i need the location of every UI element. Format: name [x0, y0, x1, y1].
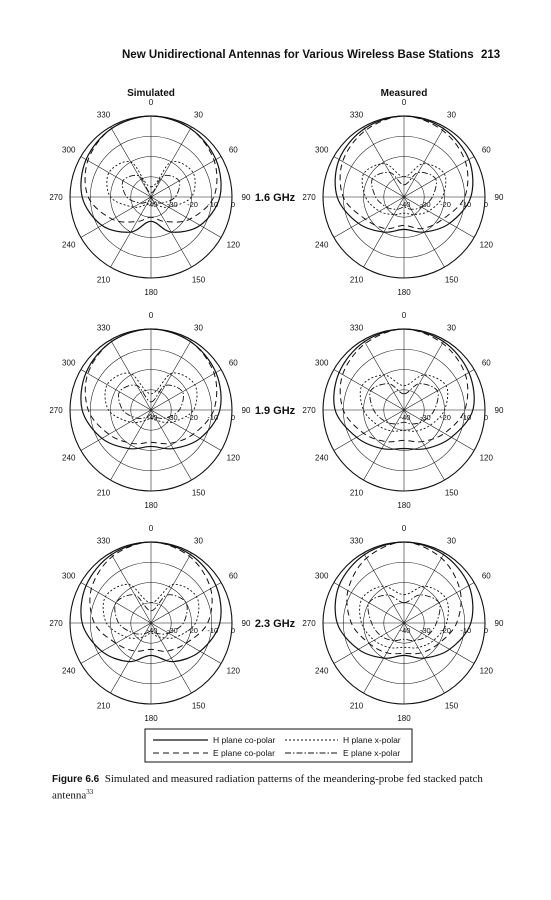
grid-spoke	[404, 157, 474, 198]
angle-label: 60	[481, 358, 491, 368]
angle-label: 90	[241, 619, 251, 628]
angle-label: 150	[191, 275, 206, 285]
radial-label: 0	[230, 626, 236, 635]
angle-label: 30	[194, 536, 203, 546]
grid-spoke	[111, 553, 152, 623]
radial-label: -30	[166, 413, 178, 422]
grid-spoke	[334, 370, 404, 411]
angle-label: 240	[62, 240, 76, 250]
radial-label: -30	[419, 200, 431, 209]
angle-label: 270	[49, 619, 63, 628]
angle-label: 30	[447, 110, 456, 120]
radial-label: -30	[419, 626, 431, 635]
angle-label: 180	[397, 501, 411, 510]
radial-label: -10	[207, 413, 219, 422]
radial-label: -20	[187, 626, 198, 635]
radial-label: -20	[440, 626, 451, 635]
angle-label: 120	[479, 666, 493, 676]
angle-label: 300	[62, 358, 76, 368]
polar-plot-1	[49, 98, 251, 297]
angle-label: 330	[349, 536, 364, 546]
angle-label: 330	[96, 323, 111, 333]
radial-label: -10	[460, 626, 472, 635]
angle-label: 0	[148, 524, 154, 533]
grid-spoke	[151, 553, 192, 623]
angle-label: 300	[315, 145, 329, 155]
angle-label: 90	[494, 193, 504, 202]
angle-label: 300	[62, 571, 76, 581]
legend-label-h-x: H plane x-polar	[343, 735, 401, 745]
radial-label: -40	[399, 413, 411, 422]
radial-label: 0	[483, 626, 489, 635]
radial-label: -10	[460, 413, 472, 422]
grid-spoke	[364, 553, 405, 623]
angle-label: 330	[349, 323, 364, 333]
angle-label: 60	[228, 571, 238, 581]
polar-plot-6	[302, 524, 504, 723]
running-header-title: New Unidirectional Antennas for Various Wireless Base Stations	[122, 49, 474, 61]
angle-label: 300	[62, 145, 76, 155]
figure-caption-text: Simulated and measured radiation patterns of the meandering-probe fed stacked patch antenna	[52, 773, 483, 802]
angle-label: 0	[148, 311, 154, 320]
legend-label-h-co: H plane co-polar	[213, 735, 276, 745]
radial-label: -40	[146, 200, 158, 209]
angle-label: 30	[194, 110, 203, 120]
radial-label: -40	[146, 626, 158, 635]
radial-label: 0	[483, 413, 489, 422]
column-title-simulated: Simulated	[127, 88, 175, 99]
angle-label: 60	[228, 145, 238, 155]
radial-label: -30	[419, 413, 431, 422]
grid-spoke	[404, 553, 445, 623]
radial-label: -10	[207, 626, 219, 635]
grid-spoke	[81, 623, 151, 664]
angle-label: 30	[447, 323, 456, 333]
angle-label: 150	[191, 488, 206, 498]
polar-plot-5	[49, 524, 251, 723]
angle-label: 0	[401, 98, 407, 107]
angle-label: 210	[96, 701, 111, 711]
legend-box	[145, 729, 412, 762]
column-title-measured: Measured	[380, 88, 428, 99]
radial-label: -20	[187, 200, 198, 209]
angle-label: 30	[447, 536, 456, 546]
angle-label: 270	[302, 406, 316, 415]
figure-caption	[52, 773, 502, 803]
polar-plot-4	[302, 311, 504, 510]
angle-label: 150	[191, 701, 206, 711]
radial-label: -10	[460, 200, 472, 209]
radial-label: 0	[483, 200, 489, 209]
radial-label: 0	[230, 200, 236, 209]
radial-label: 0	[230, 413, 236, 422]
angle-label: 120	[479, 240, 493, 250]
grid-spoke	[151, 340, 192, 410]
radial-label: -20	[440, 200, 451, 209]
angle-label: 210	[96, 488, 111, 498]
angle-label: 90	[494, 619, 504, 628]
page-number: 213	[481, 49, 501, 61]
angle-label: 300	[315, 358, 329, 368]
angle-label: 120	[226, 666, 240, 676]
angle-label: 210	[96, 275, 111, 285]
angle-label: 210	[349, 701, 364, 711]
radial-label: -30	[166, 200, 178, 209]
radial-label: -40	[146, 413, 158, 422]
frequency-label-1-6: 1.6 GHz	[254, 192, 296, 204]
radial-label: -40	[399, 626, 411, 635]
grid-spoke	[404, 370, 474, 411]
angle-label: 0	[401, 524, 407, 533]
grid-spoke	[404, 340, 445, 410]
angle-label: 90	[241, 193, 251, 202]
figure-label: Figure 6.6	[52, 774, 100, 785]
frequency-label-2-3: 2.3 GHz	[254, 618, 296, 630]
radial-label: -20	[440, 413, 451, 422]
grid-spoke	[404, 127, 445, 197]
angle-label: 210	[349, 275, 364, 285]
angle-label: 270	[302, 619, 316, 628]
citation-reference: 33	[86, 788, 94, 796]
angle-label: 30	[194, 323, 203, 333]
angle-label: 120	[226, 453, 240, 463]
angle-label: 240	[62, 453, 76, 463]
angle-label: 120	[479, 453, 493, 463]
angle-label: 180	[397, 288, 411, 297]
angle-label: 270	[49, 193, 63, 202]
angle-label: 150	[444, 488, 459, 498]
grid-spoke	[111, 127, 152, 197]
frequency-label-1-9: 1.9 GHz	[254, 405, 296, 417]
angle-label: 270	[49, 406, 63, 415]
angle-label: 330	[349, 110, 364, 120]
polar-plot-3	[49, 311, 251, 510]
radial-label: -20	[187, 413, 198, 422]
angle-label: 0	[148, 98, 154, 107]
angle-label: 240	[315, 453, 329, 463]
legend-label-e-x: E plane x-polar	[343, 748, 401, 758]
grid-spoke	[151, 370, 221, 411]
radial-label: -40	[399, 200, 411, 209]
angle-label: 180	[397, 714, 411, 723]
legend-label-e-co: E plane co-polar	[213, 748, 275, 758]
angle-label: 90	[241, 406, 251, 415]
grid-spoke	[111, 340, 152, 410]
angle-label: 270	[302, 193, 316, 202]
angle-label: 240	[62, 666, 76, 676]
polar-plot-2	[302, 98, 504, 297]
radial-label: -30	[166, 626, 178, 635]
angle-label: 240	[315, 666, 329, 676]
radial-label: -10	[207, 200, 219, 209]
angle-label: 150	[444, 701, 459, 711]
grid-spoke	[334, 157, 404, 198]
angle-label: 0	[401, 311, 407, 320]
angle-label: 60	[481, 571, 491, 581]
angle-label: 180	[144, 501, 158, 510]
grid-spoke	[81, 370, 151, 411]
angle-label: 210	[349, 488, 364, 498]
angle-label: 240	[315, 240, 329, 250]
angle-label: 180	[144, 714, 158, 723]
grid-spoke	[364, 127, 405, 197]
angle-label: 150	[444, 275, 459, 285]
angle-label: 330	[96, 536, 111, 546]
angle-label: 180	[144, 288, 158, 297]
angle-label: 120	[226, 240, 240, 250]
angle-label: 60	[481, 145, 491, 155]
angle-label: 330	[96, 110, 111, 120]
angle-label: 90	[494, 406, 504, 415]
grid-spoke	[81, 157, 151, 198]
angle-label: 300	[315, 571, 329, 581]
angle-label: 60	[228, 358, 238, 368]
